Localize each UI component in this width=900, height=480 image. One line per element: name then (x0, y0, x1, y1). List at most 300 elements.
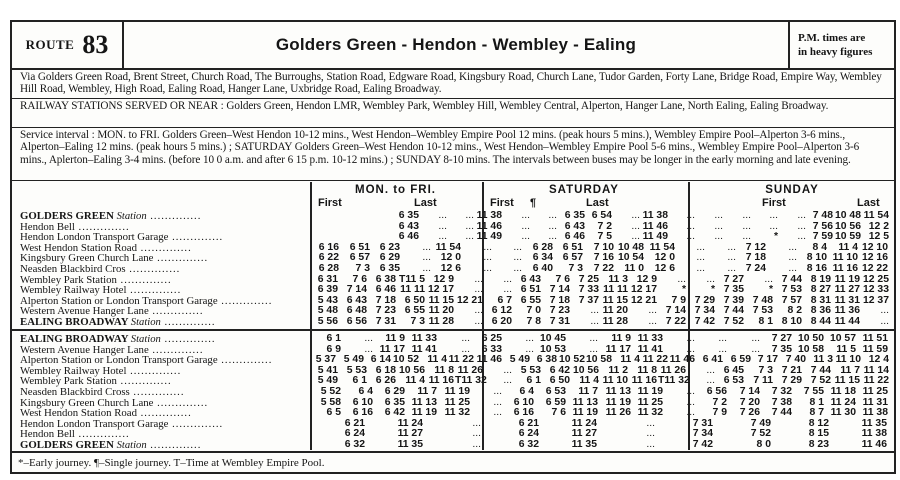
time-cell: ... (493, 396, 502, 408)
time-cell: 7 53 (781, 284, 802, 296)
time-cell: 11 22 (863, 375, 889, 387)
time-cell: ... (696, 263, 705, 274)
time-cell: 7 53 (752, 305, 773, 317)
time-cell: 6 12 (491, 305, 512, 317)
time-cell: ... (797, 220, 806, 232)
time-cell: 11 28 (602, 316, 628, 327)
time-cell: 7 52 (810, 375, 831, 387)
time-cell: ... (438, 220, 447, 232)
time-cell: 11 54 (863, 210, 889, 221)
time-cell: 6 46 (398, 231, 419, 243)
time-cell: 11 26 (457, 364, 483, 376)
time-cell: 7 33 (578, 284, 599, 296)
time-cell: ... (686, 386, 695, 397)
time-cell: 7 18 (549, 294, 570, 306)
time-cell: 6 24 (518, 428, 539, 440)
leader-dots: .............. (126, 365, 182, 377)
time-cell: 7 34 (692, 428, 713, 440)
day-header: SATURDAY (549, 184, 619, 196)
time-cell: 6 18 (375, 364, 396, 376)
time-cell: 7 27 (723, 273, 744, 285)
time-cell: 6 55 (520, 294, 541, 306)
leader-dots: .............. (136, 408, 192, 420)
stop-name-main: Wembley Park Station (20, 375, 117, 388)
time-cell: 7 0 (526, 305, 541, 317)
time-cell: 6 38 (375, 273, 396, 285)
stop-name-main: Kingsbury Green Church Lane (20, 396, 154, 409)
time-cell: 6 45 (723, 364, 744, 376)
time-cell: 7 55 (803, 386, 824, 397)
time-cell: 7 38 (771, 396, 792, 408)
time-cell: 8 2 (787, 305, 802, 317)
time-cell: 6 10 (513, 396, 534, 408)
time-cell: 11 4 (620, 354, 640, 366)
stop-name-main: Hendon Bell (20, 220, 75, 233)
time-cell: 7 3 (758, 364, 773, 376)
time-cell: 12 4 (868, 354, 889, 366)
time-cell: 6 55 (404, 305, 425, 317)
single-journey-mark: ¶ (530, 197, 537, 209)
time-cell: 8 1 (758, 316, 773, 327)
time-cell: 11 54 (649, 241, 675, 253)
leader-dots: .............. (217, 355, 273, 367)
time-cell: 7 42 (692, 439, 713, 450)
time-cell: 10 56 (834, 220, 861, 232)
time-cell: 8 23 (808, 439, 829, 450)
time-cell: * (681, 284, 686, 296)
day-header: MON. to FRI. (355, 184, 436, 196)
stop-name-main: Neasden Blackbird Cros (20, 263, 126, 275)
time-cell: ... (686, 343, 695, 355)
time-cell: 11 4 (579, 375, 599, 387)
time-cell: 6 24 (344, 428, 365, 440)
time-cell: 6 16 (513, 407, 534, 419)
time-cell: ... (548, 231, 557, 243)
pm-note-line-1: P.M. times are (798, 32, 866, 44)
time-cell: 11 15 (834, 375, 860, 387)
time-cell: ... (686, 407, 695, 419)
time-cell: 7 44 (810, 364, 831, 376)
time-cell: 7 17 (757, 354, 778, 366)
time-cell: 11 3 (608, 273, 628, 285)
time-cell: ... (513, 263, 522, 274)
time-cell: 7 52 (750, 428, 771, 440)
time-cell: ... (769, 210, 778, 221)
time-cell: ... (465, 210, 474, 221)
route-title: Golders Green - Hendon - Wembley - Ealing (275, 35, 637, 54)
stop-name-main: West Hendon Station Road (20, 407, 137, 420)
time-cell: 7 3 (568, 263, 583, 274)
time-cell: 7 3 (410, 316, 425, 327)
time-cell: 11 24 (571, 417, 597, 429)
time-cell: 5 52 (320, 386, 341, 397)
time-cell: 11 4 (427, 354, 447, 366)
time-cell: 11 4 (405, 375, 425, 387)
time-cell: ... (589, 333, 598, 344)
time-cell: ... (503, 273, 512, 285)
time-cell: 7 2 (597, 220, 612, 232)
time-cell: 7 9 (671, 294, 686, 306)
leader-dots: .............. (116, 376, 172, 388)
time-cell: 6 51 (520, 284, 541, 296)
time-cell: 6 38 (536, 354, 557, 366)
time-cell: 6 4 (358, 386, 373, 397)
route-label: ROUTE (25, 37, 75, 52)
time-cell: 7 21 (781, 364, 802, 376)
time-cell: 7 31 (692, 417, 713, 429)
time-cell: 6 50 (404, 294, 425, 306)
time-cell: 12 21 (630, 294, 657, 306)
time-cell: 11 10 (835, 354, 861, 366)
time-cell: 11 24 (397, 417, 423, 429)
time-cell: 10 58 (797, 343, 824, 355)
time-cell: 7 44 (723, 305, 744, 317)
time-cell: 11 31 (862, 396, 888, 408)
time-cell: ... (461, 343, 470, 355)
time-cell: 8 10 (806, 252, 827, 264)
time-cell: 11 26 (605, 407, 631, 419)
time-cell: 6 16 (352, 407, 373, 419)
time-cell: ... (465, 220, 474, 232)
time-cell: 7 26 (739, 407, 760, 419)
stop-name-main: Wembley Railway Hotel (20, 364, 127, 377)
time-cell: 12 17 (427, 284, 454, 296)
time-cell: 6 26 (375, 375, 396, 387)
time-cell: 6 59 (730, 354, 751, 366)
time-cell: ... (521, 210, 530, 221)
time-cell: ... (474, 273, 483, 285)
time-cell: 8 12 (808, 417, 829, 429)
time-cell: 12 21 (456, 294, 483, 306)
time-cell: ... (718, 333, 727, 344)
time-cell: ... (714, 220, 723, 232)
time-cell: 6 32 (518, 439, 539, 450)
footnote: *–Early journey. ¶–Single journey. T–Time at Wembley Empire Pool. (12, 451, 894, 472)
time-cell: 11 25 (862, 386, 888, 397)
time-cell: 6 48 (346, 305, 367, 317)
time-cell: 12 6 (440, 263, 461, 274)
time-cell: 6 43 (520, 273, 541, 285)
time-cell: 6 56 (706, 386, 727, 397)
time-cell: 11 4 (838, 241, 858, 253)
time-cell: 11 7 (840, 364, 860, 376)
time-cell: ... (769, 220, 778, 232)
time-cell: 6 35 (379, 263, 400, 274)
time-cell: 6 43 (398, 220, 419, 232)
first-label: First (318, 197, 342, 209)
stop-name-main: Kingsbury Green Church Lane (20, 252, 154, 265)
time-cell: 5 37 (315, 354, 336, 366)
time-cell: 12 9 (636, 273, 657, 285)
time-cell: ... (742, 231, 751, 243)
time-cell: 6 57 (562, 252, 583, 264)
time-cell: 11 51 (862, 333, 888, 344)
time-cell: ... (438, 210, 447, 221)
time-cell: 8 44 (810, 316, 831, 327)
time-cell: 8 0 (756, 439, 771, 450)
time-cell: ... (472, 417, 481, 429)
time-cell: 7 9 (712, 407, 727, 419)
time-cell: 5 48 (317, 305, 338, 317)
time-cell: ... (548, 210, 557, 221)
stop-name-main: Neasden Blackbird Cross (20, 386, 130, 398)
time-cell: 11 3 (813, 354, 833, 366)
time-cell: 6 56 (346, 316, 367, 327)
time-cell: 5 53 (346, 364, 367, 376)
time-cell: ... (493, 407, 502, 419)
time-cell: 11 35 (397, 439, 423, 450)
time-cell: 7 20 (739, 396, 760, 408)
time-cell: 8 10 (781, 316, 802, 327)
time-cell: ... (513, 241, 522, 253)
time-cell: 11 25 (637, 396, 663, 408)
time-cell: 6 51 (562, 241, 583, 253)
time-cell: ... (706, 364, 715, 376)
time-cell: 12 2 (868, 220, 889, 232)
time-cell: 11 20 (428, 305, 454, 317)
time-cell: 10 59 (834, 231, 861, 243)
leader-dots: .............. (148, 306, 204, 318)
time-cell: ... (631, 220, 640, 232)
time-cell: 6 43 (346, 294, 367, 306)
time-cell: 7 27 (771, 333, 792, 344)
time-cell: 6 1 (352, 375, 367, 387)
time-cell: 7 16 (593, 252, 614, 264)
time-cell: 5 49 (343, 354, 364, 366)
time-cell: 11 14 (863, 364, 889, 376)
time-cell: 6 35 (398, 210, 419, 221)
time-cell: 11 13 (572, 396, 598, 408)
time-cell: 5 43 (317, 294, 338, 306)
time-cell: ... (465, 231, 474, 243)
time-cell: 11 32 (444, 407, 470, 419)
railway-stations-text: Golders Green, Hendon LMR, Wembley Park, Wembley Hill, Wembley Central, Alperton, Hanger Lane, North Ealing, Ealing Broadway. (226, 100, 829, 112)
stop-name-main: Wembley Park Station (20, 273, 117, 286)
time-cell: 6 50 (549, 375, 570, 387)
time-cell: 6 28 (318, 263, 339, 274)
time-cell: 6 51 (349, 241, 370, 253)
timetable-header (12, 22, 894, 70)
leader-dots: .............. (116, 274, 172, 286)
time-cell: 7 39 (723, 294, 744, 306)
time-cell: 6 39 (317, 284, 338, 296)
time-cell: ... (483, 263, 492, 274)
time-cell: 11 35 (571, 439, 597, 450)
time-cell: 12 37 (862, 294, 889, 306)
time-cell: ... (474, 316, 483, 327)
time-cell: 11 33 (637, 333, 663, 344)
time-cell: 6 57 (349, 252, 370, 264)
time-cell: 7 6 (352, 273, 367, 285)
time-cell: 12 0 (654, 252, 675, 264)
time-cell: 7 8 (526, 316, 541, 327)
time-cell: 6 7 (497, 294, 512, 306)
time-cell: 11 46 (476, 354, 502, 366)
time-cell: ... (513, 252, 522, 264)
time-cell: ... (589, 343, 598, 355)
route-box (12, 22, 124, 68)
time-cell: 6 53 (545, 386, 566, 397)
time-cell: ... (648, 316, 657, 327)
leader-dots: .............. (153, 397, 209, 409)
time-cell: 5 41 (317, 364, 338, 376)
time-cell: 11 38 (861, 428, 887, 440)
time-cell: 6 9 (326, 343, 341, 355)
time-cell: 11 28 (428, 316, 454, 327)
time-cell: ... (706, 375, 715, 387)
time-cell: ... (880, 316, 889, 327)
time-cell: 10 58 (585, 354, 612, 366)
time-cell: 7 2 (712, 396, 727, 408)
leader-dots: .............. (160, 334, 216, 345)
time-cell: ... (788, 241, 797, 253)
time-cell: 6 32 (344, 439, 365, 450)
time-cell: 11 35 (861, 417, 887, 429)
time-cell: 11 54 (435, 241, 461, 253)
stop-name-main: Hendon Bell (20, 428, 75, 441)
time-cell: ... (503, 364, 512, 376)
time-cell: 11 46 (642, 220, 668, 232)
service-interval: Service interval : MON. to FRI. Golders Green–West Hendon 10-12 mins., West Hendon–Wembley Empire Pool 12 mins. (peak hours 5 mins.), Wembley Empire Pool–Alperton 3-6 mins., Alperton–Ealing 12 mins. (peak hours 5 mins.) ; SATURDAY Golders Green–West Hendon 10-12 mins., West Hendon–Wembley Empire Pool 5-6 mins., Wembley Empire Pool–Alperton 3-6 mins., Aplerton–Ealing 3-4 mins. (before 10 0 a.m. and after 6 15 p.m. 10-12 mins.) ; SUNDAY 8-10 mins. The intervals between buses may be longer in the early morning and late evening. (12, 129, 894, 181)
time-cell: 11 17 (379, 343, 405, 355)
stop-name-detail: Station (116, 440, 147, 451)
time-cell: ... (751, 333, 760, 344)
time-cell: 11 9 (385, 333, 405, 344)
time-cell: ... (422, 252, 431, 264)
time-cell: 10 48 (617, 241, 644, 253)
time-cell: 7 22 (665, 316, 686, 327)
time-cell: 7 44 (781, 273, 802, 285)
day-header: SUNDAY (765, 184, 819, 196)
time-cell: ... (422, 241, 431, 253)
time-cell: 7 29 (781, 375, 802, 387)
time-cell: 7 6 (555, 273, 570, 285)
time-cell: 6 21 (518, 417, 539, 429)
time-cell: 6 28 (532, 241, 553, 253)
time-cell: 11 59 (862, 343, 888, 355)
time-cell: 11 7 (417, 386, 437, 397)
time-cell: ... (714, 231, 723, 243)
time-cell: 7 11 (753, 375, 773, 387)
time-cell: ... (797, 231, 806, 243)
time-cell: 11 16 (631, 375, 657, 387)
leader-dots: .............. (146, 211, 202, 222)
time-cell: 10 52 (392, 354, 419, 366)
time-cell: 6 33 (481, 343, 502, 355)
time-cell: 6 43 (564, 220, 585, 232)
time-cell: ... (686, 396, 695, 408)
time-cell: 10 53 (539, 343, 566, 355)
time-cell: ... (493, 386, 502, 397)
time-cell: 7 5 (597, 231, 612, 243)
time-cell: 11 22 (642, 354, 668, 366)
time-cell: 7 14 (549, 284, 570, 296)
time-cell: 11 5 (836, 343, 856, 355)
leader-dots: .............. (168, 418, 224, 430)
stop-name-detail: Station (116, 211, 147, 222)
time-cell: 11 38 (642, 210, 668, 221)
leader-dots: .............. (153, 253, 209, 265)
time-cell: 12 25 (862, 273, 889, 285)
time-cell: 11 19 (411, 407, 437, 419)
time-cell: 10 48 (834, 210, 861, 221)
last-label: Last (586, 197, 609, 209)
time-cell: 7 18 (745, 252, 766, 264)
time-cell: 8 4 (812, 241, 827, 253)
time-cell: 7 57 (781, 294, 802, 306)
time-cell: 11 11 (603, 284, 628, 296)
time-cell: ... (521, 220, 530, 232)
stop-name-main: GOLDERS GREEN (20, 439, 117, 451)
time-cell: 12 22 (861, 263, 888, 274)
time-cell: ... (797, 210, 806, 221)
time-cell: 6 42 (384, 407, 405, 419)
time-cell: ... (503, 375, 512, 387)
time-cell: 11 38 (476, 210, 502, 221)
leader-dots: .............. (168, 232, 224, 244)
time-cell: ... (364, 343, 373, 355)
via-text: Via Golders Green Road, Brent Street, Church Road, The Burroughs, Station Road, Edgware Road, Kingsbury Road, Church Lane, Tudor Garden, Forty Lane, Bridge Road, Empire Way, Wembley Hill Road, Wembley, High Road, Ealing Road, Hanger Lane, Uxbridge Road, Ealing Broadway. (12, 71, 894, 99)
time-cell: 6 31 (317, 273, 338, 285)
time-cell: 7 59 (812, 231, 833, 243)
time-cell: 11 8 (637, 364, 657, 376)
time-cell: 6 41 (702, 354, 723, 366)
time-cell: 10 56 (572, 364, 599, 376)
leader-dots: .............. (136, 242, 192, 254)
time-cell: 7 25 (578, 273, 599, 285)
time-cell: 11 19 (444, 386, 470, 397)
time-cell: 11 46 (476, 220, 502, 232)
time-cell: ... (686, 333, 695, 344)
railway-stations-label: RAILWAY STATIONS SERVED OR NEAR : (20, 100, 224, 112)
time-cell: 7 40 (785, 354, 806, 366)
time-cell: 7 44 (771, 407, 792, 419)
time-cell: 11 30 (830, 407, 856, 419)
time-cell: 6 34 (532, 252, 553, 264)
time-cell: 11 2 (608, 364, 628, 376)
time-cell: 7 12 (745, 241, 766, 253)
time-cell: 6 10 (352, 396, 373, 408)
time-cell: 7 24 (745, 263, 766, 274)
time-cell: 11 15 (428, 294, 454, 306)
time-cell: 6 16 (318, 241, 339, 253)
time-cell: 6 22 (318, 252, 339, 264)
time-cell: 11 7 (578, 386, 598, 397)
time-cell: 6 21 (344, 417, 365, 429)
time-cell: ... (686, 220, 695, 232)
stop-name-main: Hendon London Transport Garage (20, 417, 169, 430)
time-cell: 6 29 (379, 252, 400, 264)
timetable-page (10, 20, 896, 474)
time-cell: 5 58 (320, 396, 341, 408)
time-cell: T11 32 (455, 375, 487, 387)
time-cell: 6 5 (326, 407, 341, 419)
time-cell: T11 32 (658, 375, 690, 387)
time-cell: 6 1 (526, 375, 541, 387)
time-cell: ... (521, 231, 530, 243)
time-cell: 6 35 (384, 396, 405, 408)
time-cell: ... (727, 241, 736, 253)
time-cell: ... (718, 343, 727, 355)
time-cell: 11 31 (834, 294, 860, 306)
time-cell: 10 54 (617, 252, 644, 264)
time-cell: 7 22 (593, 263, 614, 274)
time-cell: 11 33 (411, 333, 437, 344)
time-cell: 8 15 (808, 428, 829, 440)
time-cell: 11 19 (637, 386, 663, 397)
time-cell: 7 23 (549, 305, 570, 317)
time-cell: 11 18 (830, 386, 856, 397)
